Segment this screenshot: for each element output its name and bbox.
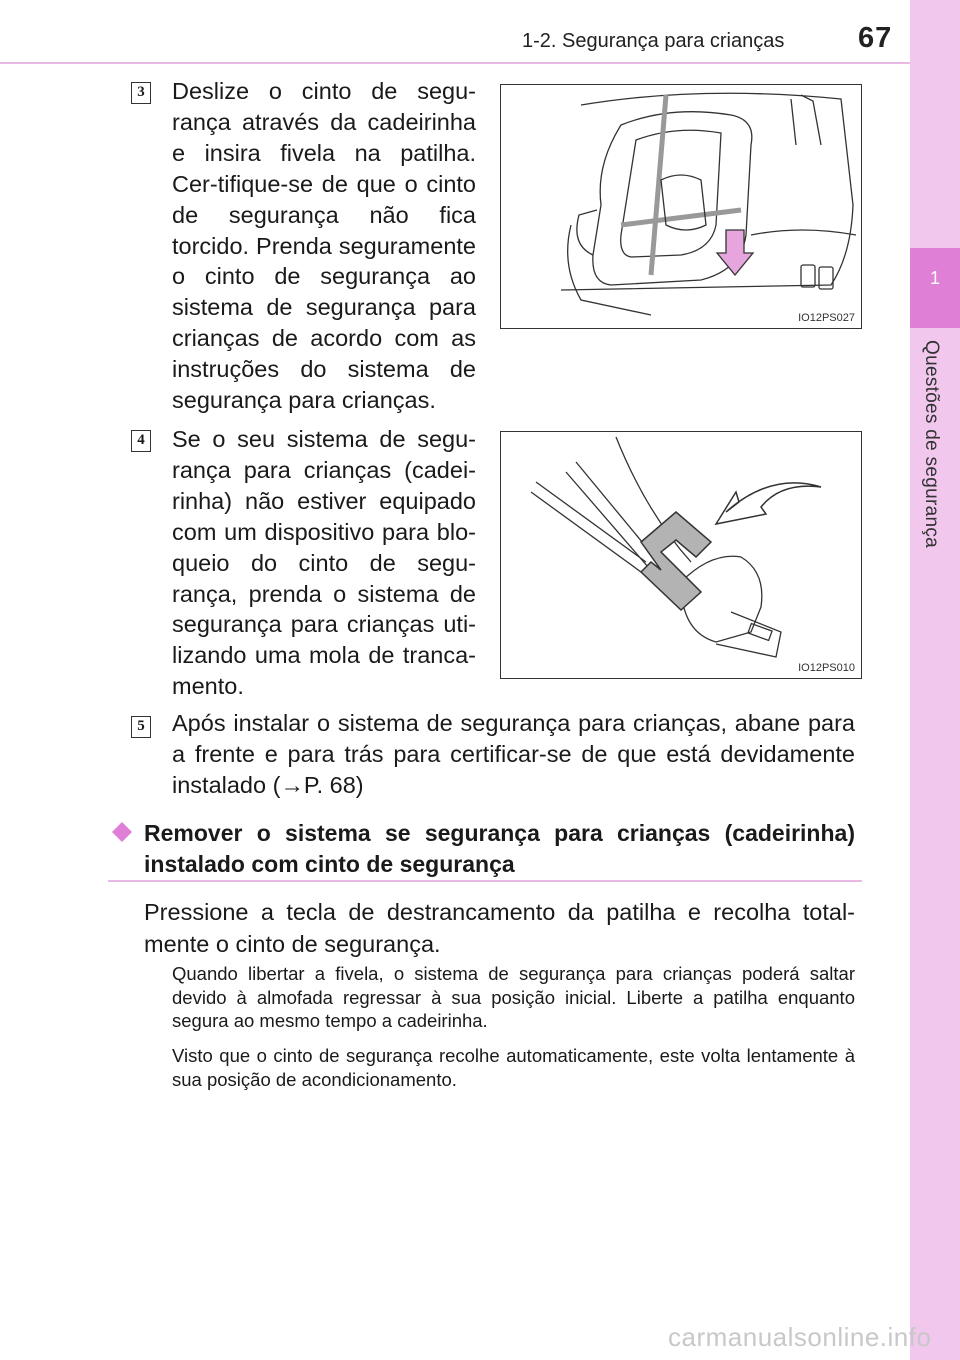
chapter-title: Questões de segurança bbox=[921, 340, 942, 549]
chapter-side-tab bbox=[910, 0, 960, 1360]
section-title: 1-2. Segurança para crianças bbox=[522, 30, 785, 52]
locking-clip-drawing bbox=[501, 432, 860, 677]
step-number-badge: 4 bbox=[131, 430, 151, 452]
watermark: carmanualsonline.info bbox=[668, 1322, 932, 1352]
step-text: Após instalar o sistema de segurança para crianças, abane para a frente e para trás para certificar-se de que está devidamente instalado (→P. 68) bbox=[172, 710, 855, 798]
chapter-number: 1 bbox=[929, 268, 940, 288]
diamond-bullet-icon bbox=[112, 822, 132, 842]
child-seat-belt-illustration bbox=[500, 84, 862, 329]
figure-code: IO12PS010 bbox=[798, 662, 855, 674]
note-paragraph: Visto que o cinto de segurança recolhe automaticamente, este volta lentamente à sua posição de acondicionamento. bbox=[172, 1045, 855, 1090]
note-paragraph: Quando libertar a fivela, o sistema de segurança para crianças poderá saltar devido à almofada regressar à sua posição inicial. Liberte a patilha enquanto segura ao mesmo tempo a cadeirinha. bbox=[172, 963, 855, 1031]
child-seat-drawing bbox=[501, 85, 860, 327]
section-body: Pressione a tecla de destrancamento da patilha e recolha total-mente o cinto de segurança. bbox=[144, 899, 855, 957]
step-text: Deslize o cinto de segu-rança através da cadeirinha e insira fivela na patilha. Cer-tifique-se de que o cinto de segurança não fica torcido. Prenda seguramente o cinto de segurança ao sistema de segurança para crianças de acordo com as instruções do sistema de segurança para crianças. bbox=[172, 78, 476, 414]
page-number: 67 bbox=[858, 22, 893, 54]
header-divider bbox=[0, 62, 910, 64]
step-number-badge: 5 bbox=[131, 716, 151, 738]
locking-clip-illustration bbox=[500, 431, 862, 679]
figure-code: IO12PS027 bbox=[798, 312, 855, 324]
heading-divider bbox=[108, 880, 862, 882]
step-text: Se o seu sistema de segu-rança para crianças (cadei-rinha) não estiver equipado com um dispositivo para blo-queio do cinto de segu-rança, prenda o sistema de segurança para crianças uti-lizando uma mola de tranca-mento. bbox=[172, 426, 476, 700]
section-heading: Remover o sistema se segurança para crianças (cadeirinha) instalado com cinto de segurança bbox=[144, 820, 855, 877]
step-number-badge: 3 bbox=[131, 82, 151, 104]
